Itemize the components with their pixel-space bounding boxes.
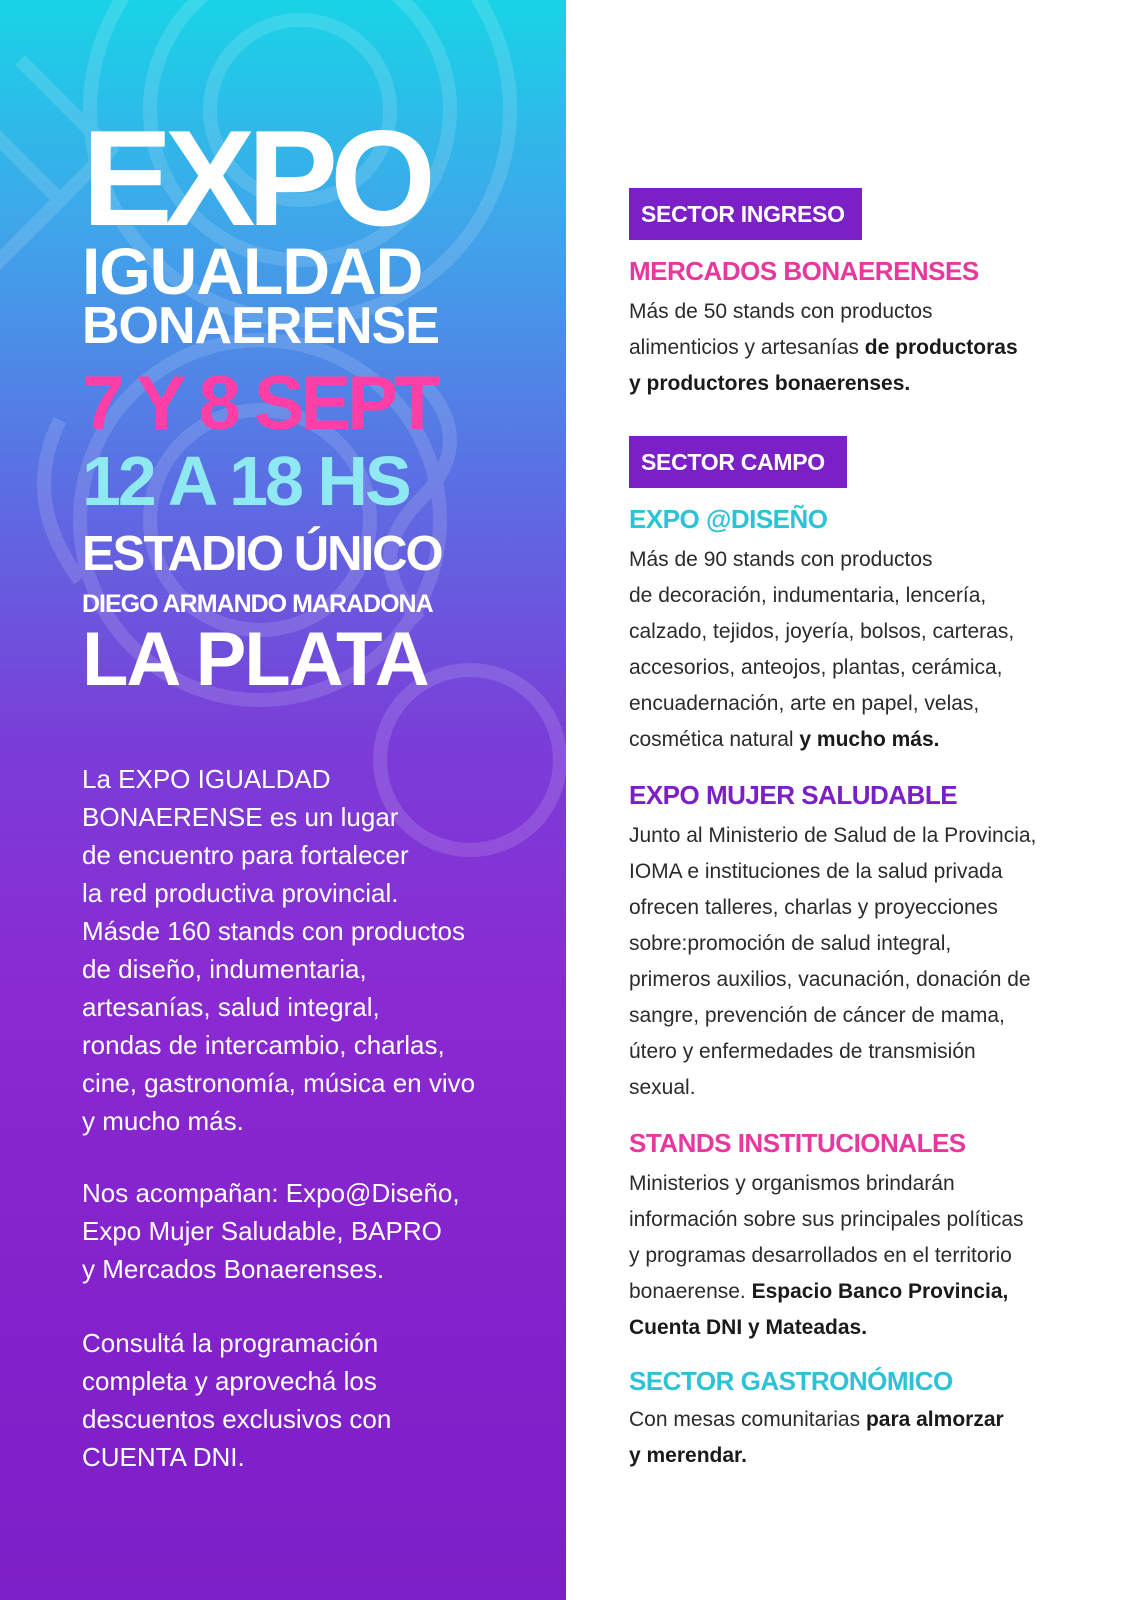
bonaerense-title: BONAERENSE [82,297,439,355]
venue-title: ESTADIO ÚNICO [82,527,442,581]
about-line: de encuentro para fortalecer [82,840,409,870]
consult-paragraph [82,1324,532,1476]
event-dates: 7 Y 8 SEPT [82,361,437,446]
text-line: ofrecen talleres, charlas y proyecciones [629,896,998,919]
text-line: Cuenta DNI y Mateadas. [629,1316,868,1339]
text-line: útero y enfermedades de transmisión [629,1040,976,1063]
consult-line: descuentos exclusivos con [82,1404,392,1434]
text-line: encuadernación, arte en papel, velas, [629,692,980,715]
text-line: y merendar. [629,1444,747,1467]
gastronomico-title: SECTOR GASTRONÓMICO [629,1366,953,1396]
igualdad-title: IGUALDAD [82,234,423,308]
about-line: de diseño, indumentaria, [82,954,367,984]
consult-line: completa y aprovechá los [82,1366,377,1396]
text-line: información sobre sus principales políticas [629,1208,1024,1231]
text-line: primeros auxilios, vacunación, donación de [629,968,1031,991]
text-line: sexual. [629,1076,696,1099]
about-line: BONAERENSE es un lugar [82,802,399,832]
mujer-title: EXPO MUJER SALUDABLE [629,780,958,810]
text-line: IOMA e instituciones de la salud privada [629,860,1003,883]
sector-campo-tag: SECTOR CAMPO [629,436,847,488]
consult-line: Consultá la programación [82,1328,379,1358]
about-line: artesanías, salud integral, [82,992,380,1022]
event-hours: 12 A 18 HS [82,442,409,520]
about-line: y mucho más. [82,1106,244,1136]
mercados-title: MERCADOS BONAERENSES [629,256,979,286]
partners-paragraph [82,1174,532,1288]
text-line: Junto al Ministerio de Salud de la Provincia, [629,824,1037,847]
text-line: de decoración, indumentaria, lencería, [629,584,987,607]
text-line: bonaerense. Espacio Banco Provincia, [629,1280,1009,1303]
venue-name: DIEGO ARMANDO MARADONA [82,590,433,618]
city-title: LA PLATA [82,617,428,702]
text-line: y programas desarrollados en el territorio [629,1244,1012,1267]
text-line: cosmética natural y mucho más. [629,728,940,751]
about-line: La EXPO IGUALDAD [82,764,331,794]
mujer-text [629,818,1069,1106]
mercados-text [629,294,1069,402]
text-line: y productores bonaerenses. [629,372,911,395]
about-line: cine, gastronomía, música en vivo [82,1068,476,1098]
about-line: Másde 160 stands con productos [82,916,466,946]
text-line: sangre, prevención de cáncer de mama, [629,1004,1005,1027]
expo-title: EXPO [82,102,428,254]
about-line: la red productiva provincial. [82,878,399,908]
text-line: Ministerios y organismos brindarán [629,1172,955,1195]
text-line: calzado, tejidos, joyería, bolsos, carteras, [629,620,1015,643]
about-line: rondas de intercambio, charlas, [82,1030,445,1060]
diseno-text [629,542,1069,758]
institucionales-text [629,1166,1069,1346]
partners-line: y Mercados Bonaerenses. [82,1254,385,1284]
partners-line: Nos acompañan: Expo@Diseño, [82,1178,460,1208]
text-line: sobre:promoción de salud integral, [629,932,952,955]
text-line: Con mesas comunitarias para almorzar [629,1408,1004,1431]
text-line: Más de 90 stands con productos [629,548,933,571]
text-line: alimenticios y artesanías de productoras [629,336,1018,359]
partners-line: Expo Mujer Saludable, BAPRO [82,1216,442,1246]
diseno-title: EXPO @DISEÑO [629,504,828,534]
text-line: Más de 50 stands con productos [629,300,933,323]
consult-line: CUENTA DNI. [82,1442,245,1472]
about-paragraph [82,760,532,1140]
gastronomico-text [629,1402,1069,1474]
sector-ingreso-tag: SECTOR INGRESO [629,188,862,240]
text-line: accesorios, anteojos, plantas, cerámica, [629,656,1003,679]
institucionales-title: STANDS INSTITUCIONALES [629,1128,966,1158]
